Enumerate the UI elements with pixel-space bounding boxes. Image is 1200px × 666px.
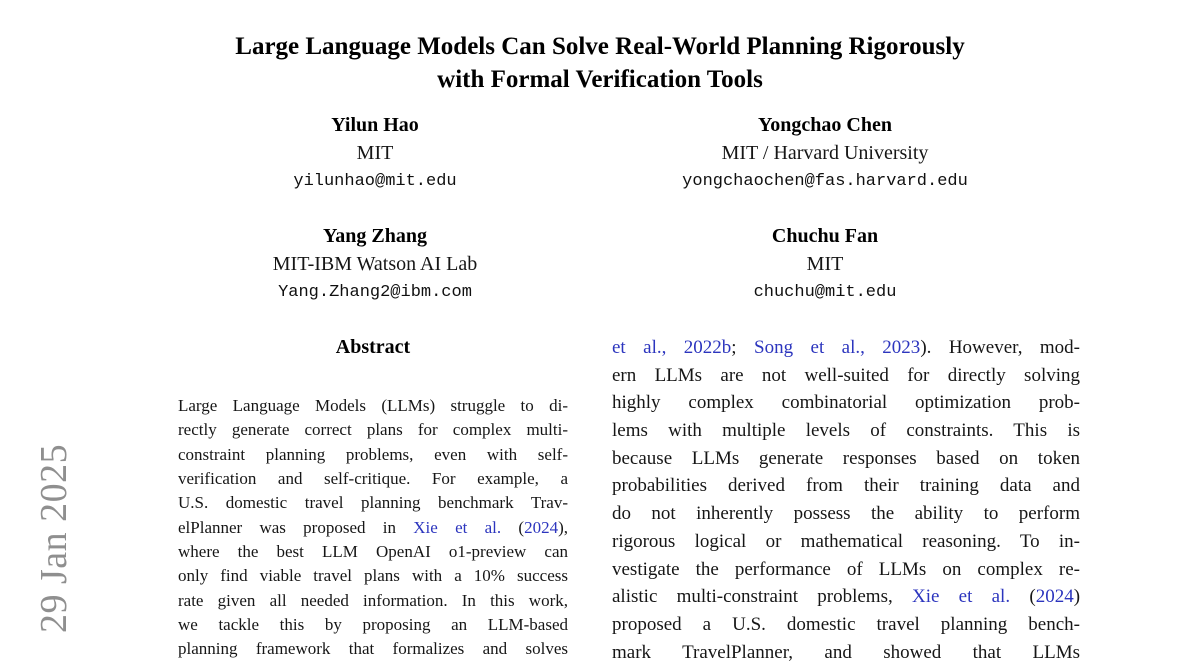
text-line: [612, 611, 1080, 639]
text-span: ),: [558, 517, 568, 537]
citation-link[interactable]: Xie et al.: [413, 517, 502, 537]
text-span: planning framework that formalizes and solves: [178, 639, 568, 659]
text-span: rectly generate correct plans for complex multi-: [178, 420, 568, 440]
abstract-text: [178, 394, 568, 662]
text-line: [178, 613, 568, 637]
text-line: [178, 491, 568, 515]
citation-link[interactable]: Song et al., 2023: [754, 337, 921, 358]
author-email[interactable]: chuchu@mit.edu: [753, 283, 897, 302]
text-line: [612, 528, 1080, 556]
author-block: [600, 223, 1050, 306]
text-span: ). However, mod-: [920, 337, 1080, 358]
introduction-text: [612, 334, 1080, 666]
text-span: (: [501, 517, 525, 537]
author-affiliation: MIT / Harvard University: [721, 142, 929, 164]
text-line: [612, 556, 1080, 584]
text-line: [178, 589, 568, 613]
text-line: [178, 637, 568, 661]
text-span: U.S. domestic travel planning benchmark Trav-: [178, 493, 568, 513]
arxiv-date-stamp: 29 Jan 2025: [33, 443, 75, 633]
text-span: verification and self-critique. For example, a: [178, 469, 568, 489]
text-span: rigorous logical or mathematical reasoning. To in-: [612, 530, 1080, 552]
text-line: [612, 389, 1080, 417]
text-line: [178, 540, 568, 564]
author-email[interactable]: Yang.Zhang2@ibm.com: [278, 283, 472, 302]
paper-title-line1: Large Language Models Can Solve Real-World Planning Rigorously: [235, 33, 965, 60]
text-span: probabilities derived from their training data and: [612, 475, 1080, 497]
citation-link[interactable]: Xie et al.: [911, 586, 1011, 608]
text-span: do not inherently possess the ability to perform: [612, 503, 1080, 525]
text-line: [178, 418, 568, 442]
text-line: [612, 639, 1080, 666]
text-line: [612, 362, 1080, 390]
text-span: lems with multiple levels of constraints. This is: [612, 420, 1080, 442]
text-span: we tackle this by proposing an LLM-based: [178, 615, 568, 635]
text-line: [178, 394, 568, 418]
text-span: only find viable travel plans with a 10% success: [178, 566, 568, 586]
author-block: [150, 223, 600, 306]
text-span: ern LLMs are not well-suited for directly solving: [612, 364, 1080, 386]
text-span: elPlanner was proposed in: [178, 517, 414, 537]
authors-grid: [150, 112, 1050, 306]
text-span: constraint planning problems, even with self-: [178, 444, 568, 464]
author-name: Chuchu Fan: [771, 225, 879, 247]
text-line: [612, 583, 1080, 611]
text-line: [178, 564, 568, 588]
text-span: Large Language Models (LLMs) struggle to di-: [178, 396, 568, 415]
text-line: [612, 445, 1080, 473]
author-name: Yang Zhang: [323, 225, 427, 247]
citation-link[interactable]: 2024: [1035, 586, 1074, 608]
text-span: where the best LLM OpenAI o1-preview can: [178, 542, 568, 562]
author-affiliation: MIT-IBM Watson AI Lab: [272, 253, 478, 275]
citation-link[interactable]: et al., 2022b: [612, 337, 732, 358]
text-line: [178, 516, 568, 540]
text-span: mark TravelPlanner, and showed that LLMs: [612, 641, 1080, 663]
author-email[interactable]: yilunhao@mit.edu: [293, 172, 457, 191]
text-span: (: [1010, 586, 1036, 608]
abstract-heading: Abstract: [335, 336, 411, 358]
author-email[interactable]: yongchaochen@fas.harvard.edu: [682, 172, 968, 191]
author-affiliation: MIT: [806, 253, 844, 275]
author-name: Yilun Hao: [331, 114, 419, 136]
text-line: [178, 467, 568, 491]
text-line: [178, 443, 568, 467]
author-affiliation: MIT: [356, 142, 394, 164]
author-block: [150, 112, 600, 195]
author-block: [600, 112, 1050, 195]
paper-title: [0, 30, 1200, 96]
paper-title-line2: with Formal Verification Tools: [437, 66, 763, 93]
text-span: vestigate the performance of LLMs on complex re-: [612, 558, 1080, 580]
text-line: [612, 417, 1080, 445]
text-span: proposed a U.S. domestic travel planning bench-: [612, 613, 1080, 635]
text-span: rate given all needed information. In this work,: [178, 590, 568, 610]
text-span: alistic multi-constraint problems,: [612, 586, 912, 608]
text-span: because LLMs generate responses based on token: [612, 447, 1080, 469]
citation-link[interactable]: 2024: [524, 517, 559, 537]
text-line: [612, 334, 1080, 362]
text-span: ;: [731, 337, 755, 358]
text-span: ): [1073, 586, 1081, 608]
author-name: Yongchao Chen: [758, 114, 892, 136]
text-line: [612, 500, 1080, 528]
text-line: [612, 472, 1080, 500]
text-span: highly complex combinatorial optimization prob-: [612, 392, 1080, 414]
